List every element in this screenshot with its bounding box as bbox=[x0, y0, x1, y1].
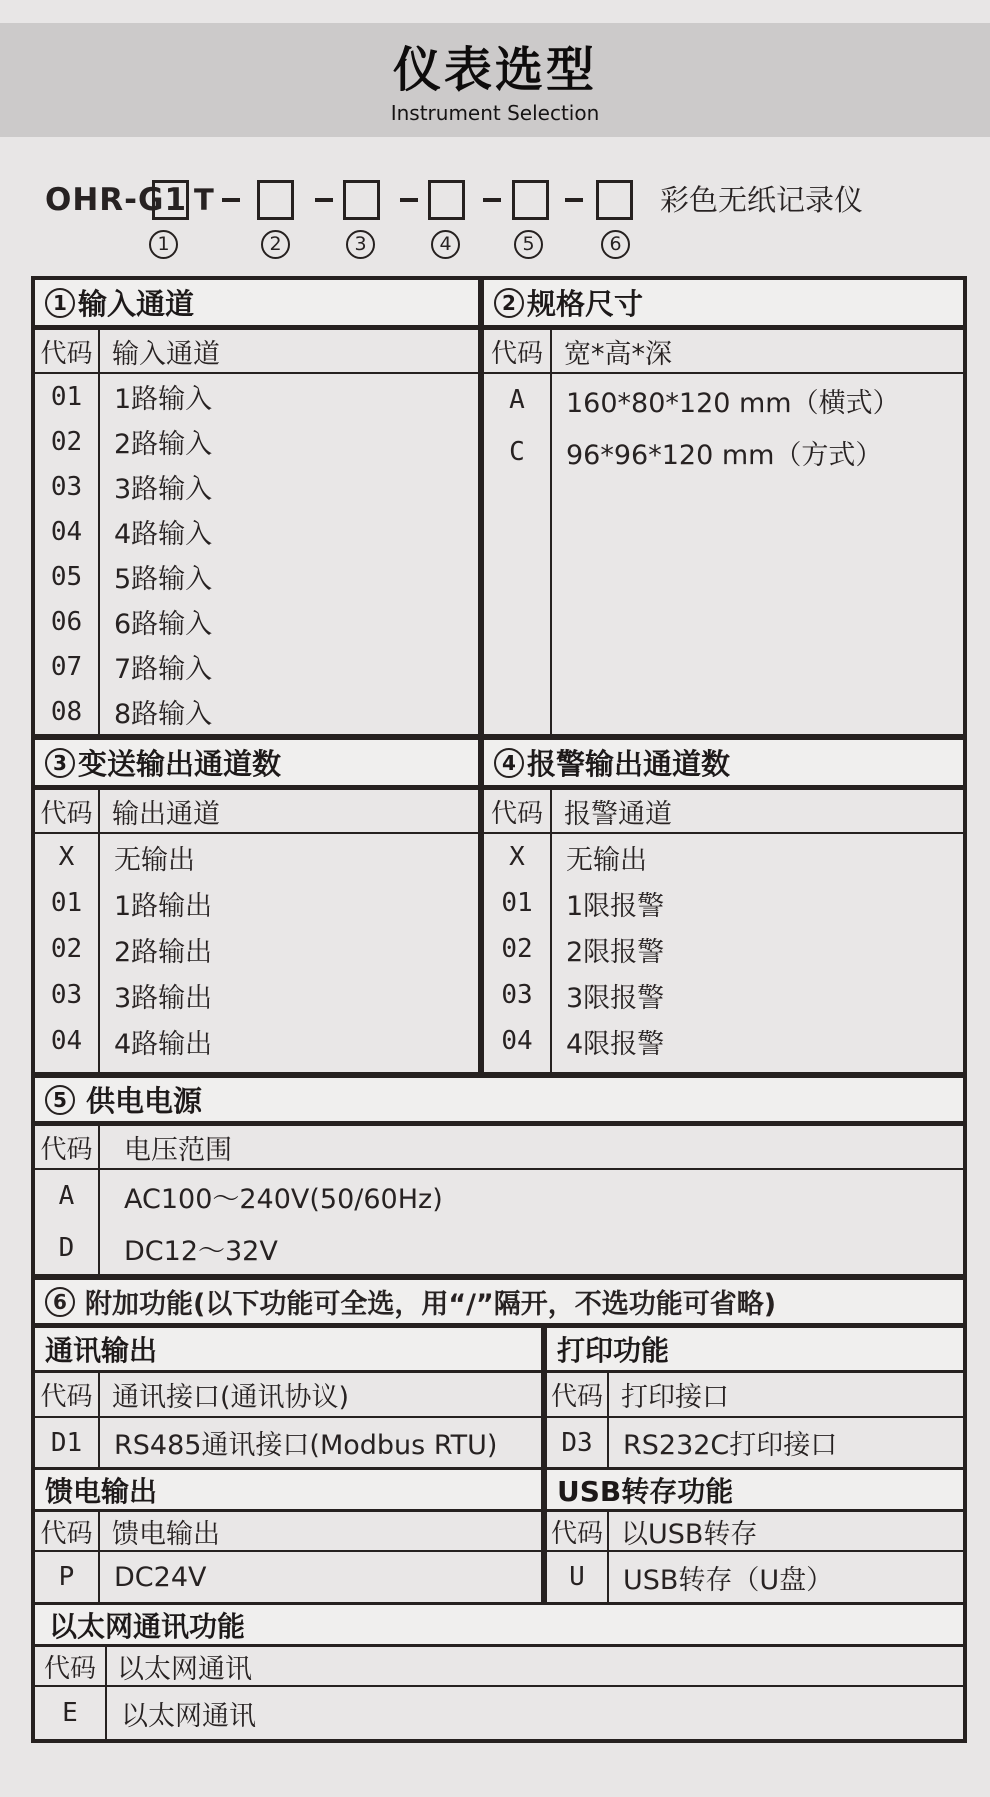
data-area bbox=[484, 374, 963, 734]
value-header-cell: 通讯接口(通讯协议) bbox=[112, 1382, 350, 1413]
section-additional-functions-title bbox=[35, 1280, 963, 1328]
section-2-title bbox=[484, 280, 963, 330]
value-cell: 1路输入 bbox=[114, 384, 213, 415]
circled-number-6-icon: 6 bbox=[45, 1287, 75, 1317]
value-cell: AC100～240V(50/60Hz) bbox=[124, 1183, 443, 1215]
code-cell: A bbox=[58, 1181, 75, 1211]
code-header-cell: 代码 bbox=[484, 330, 552, 372]
code-header-cell: 代码 bbox=[484, 790, 552, 832]
section-4-title bbox=[484, 740, 963, 790]
dash-icon bbox=[400, 198, 418, 202]
model-box-2 bbox=[257, 180, 294, 220]
sections-3-4 bbox=[35, 740, 963, 1078]
subsections-feed-usb bbox=[35, 1470, 963, 1605]
subsection-title: 馈电输出 bbox=[35, 1470, 541, 1512]
circled-number-1-icon: 1 bbox=[45, 288, 75, 318]
section-transmit-output bbox=[35, 740, 484, 1072]
code-header-cell: 代码 bbox=[35, 1373, 100, 1416]
code-cell: 03 bbox=[50, 471, 83, 502]
section-5-title bbox=[35, 1078, 963, 1126]
section-dimensions bbox=[484, 280, 963, 734]
value-cell: 3路输出 bbox=[114, 982, 213, 1014]
subsection-feed-output bbox=[35, 1470, 547, 1602]
value-cell: 8路输入 bbox=[114, 699, 213, 730]
value-column bbox=[100, 374, 478, 734]
dash-icon bbox=[222, 198, 240, 202]
code-header-cell: 代码 bbox=[35, 330, 100, 372]
code-cell: C bbox=[509, 437, 525, 467]
code-column bbox=[35, 1170, 100, 1274]
code-cell: 04 bbox=[501, 1026, 533, 1056]
code-column bbox=[484, 374, 552, 734]
data-area bbox=[547, 1418, 963, 1467]
value-cell: 6路输入 bbox=[114, 609, 213, 640]
value-header-cell: 电压范围 bbox=[124, 1134, 232, 1166]
value-cell: 无输出 bbox=[114, 844, 195, 876]
value-cell: 1限报警 bbox=[566, 890, 665, 922]
code-cell: 01 bbox=[50, 381, 83, 412]
section-1-title bbox=[35, 280, 478, 330]
data-area bbox=[484, 834, 963, 1072]
data-area bbox=[35, 1170, 963, 1274]
header-row bbox=[547, 1373, 963, 1418]
code-column bbox=[35, 1418, 100, 1467]
subsection-title: USB转存功能 bbox=[547, 1470, 963, 1512]
subsection-title: 以太网通讯功能 bbox=[35, 1605, 963, 1647]
value-cell: 3路输入 bbox=[114, 474, 213, 505]
circled-number-1-icon: 1 bbox=[149, 230, 178, 259]
value-cell: RS485通讯接口(Modbus RTU) bbox=[114, 1430, 498, 1461]
value-cell: 96*96*120 mm（方式） bbox=[566, 439, 883, 471]
circled-number-3-icon: 3 bbox=[346, 230, 375, 259]
header-row bbox=[35, 790, 478, 834]
value-cell: 3限报警 bbox=[566, 982, 665, 1014]
section-input-channels bbox=[35, 280, 484, 734]
code-header-cell: 代码 bbox=[35, 1126, 100, 1168]
code-header-cell: 代码 bbox=[547, 1512, 609, 1550]
value-cell: 160*80*120 mm（横式） bbox=[566, 387, 900, 419]
value-cell: 2限报警 bbox=[566, 936, 665, 968]
value-header-cell: 以太网通讯 bbox=[117, 1653, 252, 1685]
dash-icon bbox=[565, 198, 583, 202]
value-header-cell: 以USB转存 bbox=[621, 1518, 758, 1550]
code-header-cell: 代码 bbox=[35, 1512, 100, 1550]
value-cell: USB转存（U盘） bbox=[623, 1564, 834, 1596]
code-cell: 08 bbox=[50, 696, 83, 727]
value-cell: RS232C打印接口 bbox=[623, 1430, 838, 1461]
code-cell: E bbox=[62, 1698, 78, 1728]
circled-number-2-icon: 2 bbox=[494, 288, 524, 318]
data-area bbox=[35, 1418, 541, 1467]
value-column bbox=[107, 1687, 963, 1739]
model-box-3 bbox=[343, 180, 380, 220]
model-box-4 bbox=[428, 180, 465, 220]
code-cell: 04 bbox=[50, 1026, 83, 1056]
value-cell: 无输出 bbox=[566, 844, 647, 876]
circled-number-5-icon: 5 bbox=[514, 230, 543, 259]
code-cell: X bbox=[58, 842, 75, 872]
page-title: 仪表选型 bbox=[392, 42, 597, 98]
model-box1-suffix: T bbox=[194, 183, 214, 217]
code-cell: D1 bbox=[50, 1427, 83, 1458]
section-title-text: 变送输出通道数 bbox=[78, 747, 282, 781]
code-cell: D bbox=[58, 1233, 75, 1263]
code-cell: 01 bbox=[50, 888, 83, 918]
title-band bbox=[0, 23, 990, 137]
value-cell: 4路输出 bbox=[114, 1028, 213, 1060]
circled-number-2-icon: 2 bbox=[261, 230, 290, 259]
value-header-cell: 输出通道 bbox=[112, 798, 220, 830]
value-cell: 5路输入 bbox=[114, 564, 213, 595]
code-cell: X bbox=[509, 842, 525, 872]
subsection-ethernet bbox=[35, 1605, 963, 1739]
value-header-cell: 打印接口 bbox=[621, 1382, 729, 1413]
code-cell: 05 bbox=[50, 561, 83, 592]
value-cell: 4限报警 bbox=[566, 1028, 665, 1060]
data-area bbox=[35, 1687, 963, 1739]
code-column bbox=[35, 374, 100, 734]
subsection-print-function bbox=[547, 1328, 963, 1467]
value-column bbox=[609, 1552, 963, 1602]
circled-number-3-icon: 3 bbox=[45, 748, 75, 778]
circled-number-4-icon: 4 bbox=[431, 230, 460, 259]
value-column bbox=[552, 374, 963, 734]
subsection-title: 打印功能 bbox=[547, 1328, 963, 1373]
value-cell: 4路输入 bbox=[114, 519, 213, 550]
value-header-cell: 馈电输出 bbox=[112, 1518, 220, 1550]
header-row bbox=[547, 1512, 963, 1552]
data-area bbox=[35, 834, 478, 1072]
model-prefix: OHR-G1 bbox=[45, 182, 188, 218]
circled-number-4-icon: 4 bbox=[494, 748, 524, 778]
value-column bbox=[100, 1170, 963, 1274]
sections-1-2 bbox=[35, 280, 963, 740]
code-column bbox=[547, 1418, 609, 1467]
value-cell: 1路输出 bbox=[114, 890, 213, 922]
code-column bbox=[35, 1687, 107, 1739]
code-column bbox=[484, 834, 552, 1072]
value-column bbox=[552, 834, 963, 1072]
value-column bbox=[609, 1418, 963, 1467]
section-title-text: 附加功能(以下功能可全选，用“/”隔开，不选功能可省略) bbox=[85, 1289, 777, 1320]
circled-number-5-icon: 5 bbox=[45, 1085, 75, 1115]
subsection-comm-output bbox=[35, 1328, 547, 1467]
header-row bbox=[484, 330, 963, 374]
header-row bbox=[484, 790, 963, 834]
section-title-text: 输入通道 bbox=[78, 287, 195, 321]
model-box-5 bbox=[512, 180, 549, 220]
value-cell: DC24V bbox=[114, 1561, 207, 1593]
circled-numbers-row bbox=[0, 230, 990, 262]
code-column bbox=[35, 1552, 100, 1602]
selection-table bbox=[31, 276, 967, 1743]
code-cell: 03 bbox=[501, 980, 533, 1010]
code-cell: 02 bbox=[50, 426, 83, 457]
page-subtitle: Instrument Selection bbox=[390, 101, 600, 125]
code-header-cell: 代码 bbox=[35, 790, 100, 832]
code-cell: U bbox=[569, 1562, 585, 1592]
dash-icon bbox=[483, 198, 501, 202]
subsection-title: 通讯输出 bbox=[35, 1328, 541, 1373]
section-title-text: 规格尺寸 bbox=[527, 287, 644, 321]
section-title-text: 报警输出通道数 bbox=[527, 747, 731, 781]
circled-number-6-icon: 6 bbox=[601, 230, 630, 259]
model-product-name: 彩色无纸记录仪 bbox=[660, 183, 864, 217]
section-title-text: 供电电源 bbox=[86, 1084, 203, 1118]
code-column bbox=[35, 834, 100, 1072]
subsection-usb-transfer bbox=[547, 1470, 963, 1602]
code-cell: 01 bbox=[501, 888, 533, 918]
value-header-cell: 输入通道 bbox=[112, 338, 220, 370]
value-cell: 7路输入 bbox=[114, 654, 213, 685]
code-cell: 04 bbox=[50, 516, 83, 547]
header-row bbox=[35, 330, 478, 374]
code-cell: A bbox=[509, 385, 525, 415]
model-box-6 bbox=[596, 180, 633, 220]
header-row bbox=[35, 1512, 541, 1552]
section-alarm-output bbox=[484, 740, 963, 1072]
model-code-line bbox=[0, 180, 990, 228]
value-column bbox=[100, 834, 478, 1072]
data-area bbox=[35, 374, 478, 734]
code-column bbox=[547, 1552, 609, 1602]
code-header-cell: 代码 bbox=[547, 1373, 609, 1416]
section-power-supply bbox=[35, 1078, 963, 1280]
value-header-cell: 报警通道 bbox=[564, 798, 672, 830]
model-box-1 bbox=[152, 180, 189, 220]
code-cell: 06 bbox=[50, 606, 83, 637]
value-cell: 2路输入 bbox=[114, 429, 213, 460]
header-row bbox=[35, 1647, 963, 1687]
data-area bbox=[547, 1552, 963, 1602]
value-cell: DC12～32V bbox=[124, 1235, 278, 1267]
section-3-title bbox=[35, 740, 478, 790]
code-cell: 02 bbox=[501, 934, 533, 964]
value-header-cell: 宽*高*深 bbox=[564, 338, 672, 370]
value-cell: 以太网通讯 bbox=[121, 1700, 256, 1732]
code-cell: D3 bbox=[561, 1427, 593, 1458]
dash-icon bbox=[315, 198, 333, 202]
value-column bbox=[100, 1552, 541, 1602]
value-column bbox=[100, 1418, 541, 1467]
code-cell: 02 bbox=[50, 934, 83, 964]
subsections-comm-print bbox=[35, 1328, 963, 1470]
header-row bbox=[35, 1126, 963, 1170]
code-cell: 03 bbox=[50, 980, 83, 1010]
code-cell: P bbox=[58, 1562, 75, 1592]
code-header-cell: 代码 bbox=[35, 1647, 107, 1685]
data-area bbox=[35, 1552, 541, 1602]
header-row bbox=[35, 1373, 541, 1418]
value-cell: 2路输出 bbox=[114, 936, 213, 968]
code-cell: 07 bbox=[50, 651, 83, 682]
